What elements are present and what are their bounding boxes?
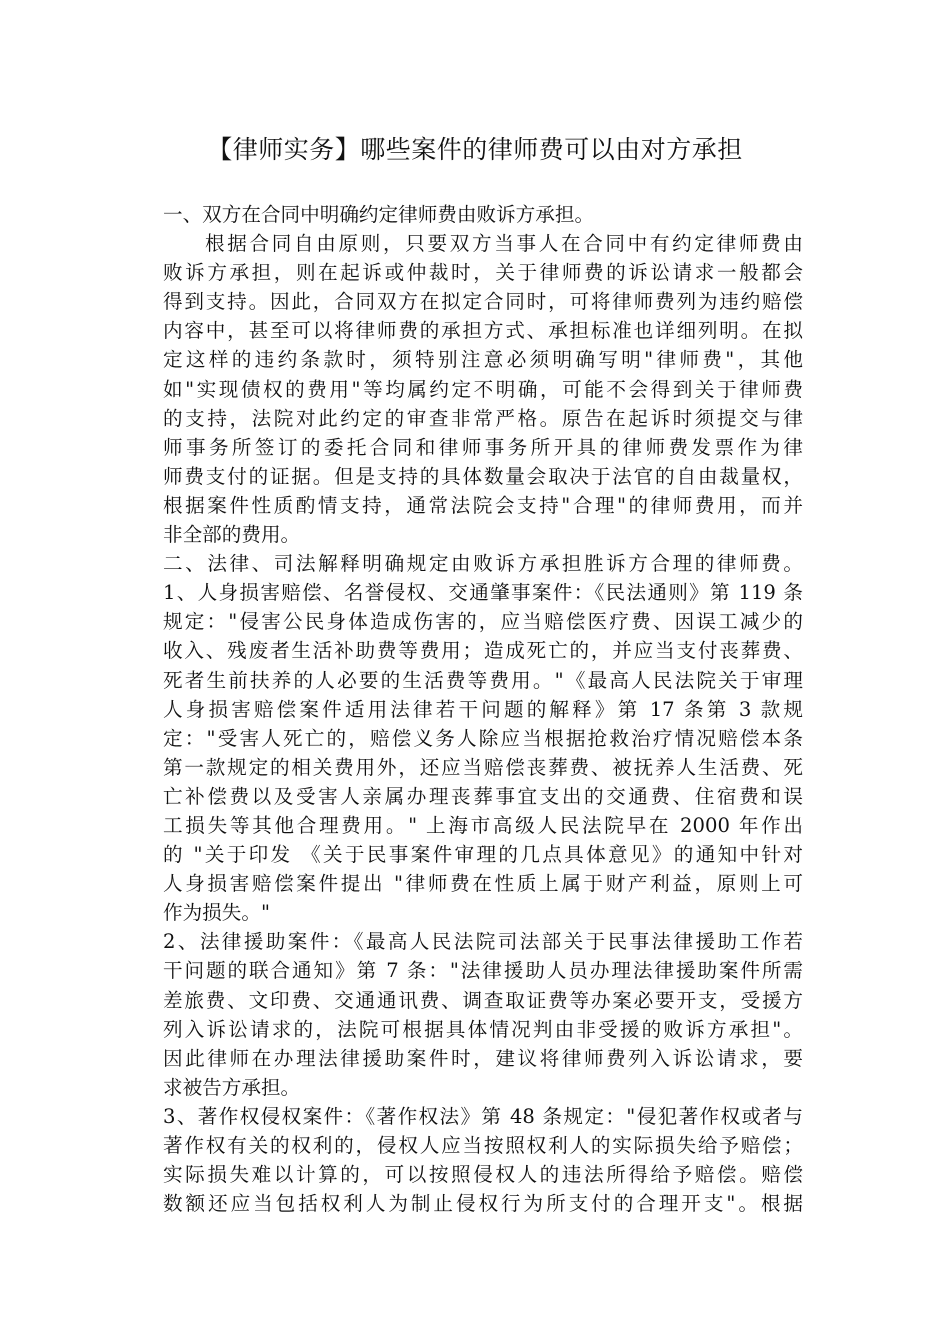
body-line: 实际损失难以计算的，可以按照侵权人的违法所得给予赔偿。赔偿 (163, 1163, 803, 1187)
body-line: 作为损失。" (163, 901, 270, 925)
body-line: 工损失等其他合理费用。" 上海市高级人民法院早在 2000 年作出 (163, 813, 803, 837)
body-line: 非全部的费用。 (163, 523, 301, 547)
body-line: 第一款规定的相关费用外，还应当赔偿丧葬费、被抚养人生活费、死 (163, 755, 803, 779)
body-line: 亡补偿费以及受害人亲属办理丧葬事宜支出的交通费、住宿费和误 (163, 784, 803, 808)
body-line: 得到支持。因此，合同双方在拟定合同时，可将律师费列为违约赔偿 (163, 290, 803, 314)
body-line: 根据案件性质酌情支持，通常法院会支持"合理"的律师费用，而并 (163, 493, 803, 517)
body-line: 干问题的联合通知》第 7 条："法律援助人员办理法律援助案件所需 (163, 959, 803, 983)
body-line: 人身损害赔偿案件提出 "律师费在性质上属于财产利益，原则上可 (163, 872, 803, 896)
body-line: 2、法律援助案件：《最高人民法院司法部关于民事法律援助工作若 (163, 930, 803, 954)
body-line: 的 "关于印发 《关于民事案件审理的几点具体意见》的通知中针对 (163, 843, 803, 867)
body-line: 定这样的违约条款时，须特别注意必须明确写明"律师费"，其他 (163, 348, 803, 372)
body-line: 师事务所签订的委托合同和律师事务所开具的律师费发票作为律 (163, 435, 803, 459)
body-line: 3、著作权侵权案件：《著作权法》第 48 条规定："侵犯著作权或者与 (163, 1104, 803, 1128)
body-line: 的支持，法院对此约定的审查非常严格。原告在起诉时须提交与律 (163, 406, 803, 430)
body-line: 著作权有关的权利的，侵权人应当按照权利人的实际损失给予赔偿； (163, 1134, 803, 1157)
body-line: 二、法律、司法解释明确规定由败诉方承担胜诉方合理的律师费。 (163, 552, 803, 576)
body-line: 根据合同自由原则，只要双方当事人在合同中有约定律师费由 (205, 232, 803, 256)
body-line: 一、双方在合同中明确约定律师费由败诉方承担。 (163, 203, 595, 226)
body-line: 因此律师在办理法律援助案件时，建议将律师费列入诉讼请求，要 (163, 1046, 803, 1070)
body-line: 收入、残废者生活补助费等费用；造成死亡的，并应当支付丧葬费、 (163, 639, 803, 663)
body-line: 内容中，甚至可以将律师费的承担方式、承担标准也详细列明。在拟 (163, 319, 803, 343)
document-title: 【律师实务】哪些案件的律师费可以由对方承担 (207, 135, 743, 164)
body-line: 如"实现债权的费用"等均属约定不明确，可能不会得到关于律师费 (163, 377, 803, 401)
body-line: 差旅费、文印费、交通通讯费、调查取证费等办案必要开支，受援方 (163, 988, 803, 1012)
body-line: 死者生前扶养的人必要的生活费等费用。"《最高人民法院关于审理 (163, 668, 803, 692)
body-line: 败诉方承担，则在起诉或仲裁时，关于律师费的诉讼请求一般都会 (163, 261, 803, 285)
body-line: 定："受害人死亡的，赔偿义务人除应当根据抢救治疗情况赔偿本条 (163, 726, 803, 750)
body-line: 数额还应当包括权利人为制止侵权行为所支付的合理开支"。根据 (163, 1192, 803, 1216)
body-line: 师费支付的证据。但是支持的具体数量会取决于法官的自由裁量权， (163, 464, 803, 488)
body-line: 规定："侵害公民身体造成伤害的，应当赔偿医疗费、因误工减少的 (163, 610, 803, 634)
document-body (163, 200, 803, 1218)
body-line: 人身损害赔偿案件适用法律若干问题的解释》第 17 条第 3 款规 (163, 697, 803, 721)
body-line: 列入诉讼请求的，法院可根据具体情况判由非受援的败诉方承担"。 (163, 1017, 803, 1041)
body-line: 1、人身损害赔偿、名誉侵权、交通肇事案件：《民法通则》第 119 条 (163, 581, 803, 605)
body-line: 求被告方承担。 (163, 1075, 301, 1099)
